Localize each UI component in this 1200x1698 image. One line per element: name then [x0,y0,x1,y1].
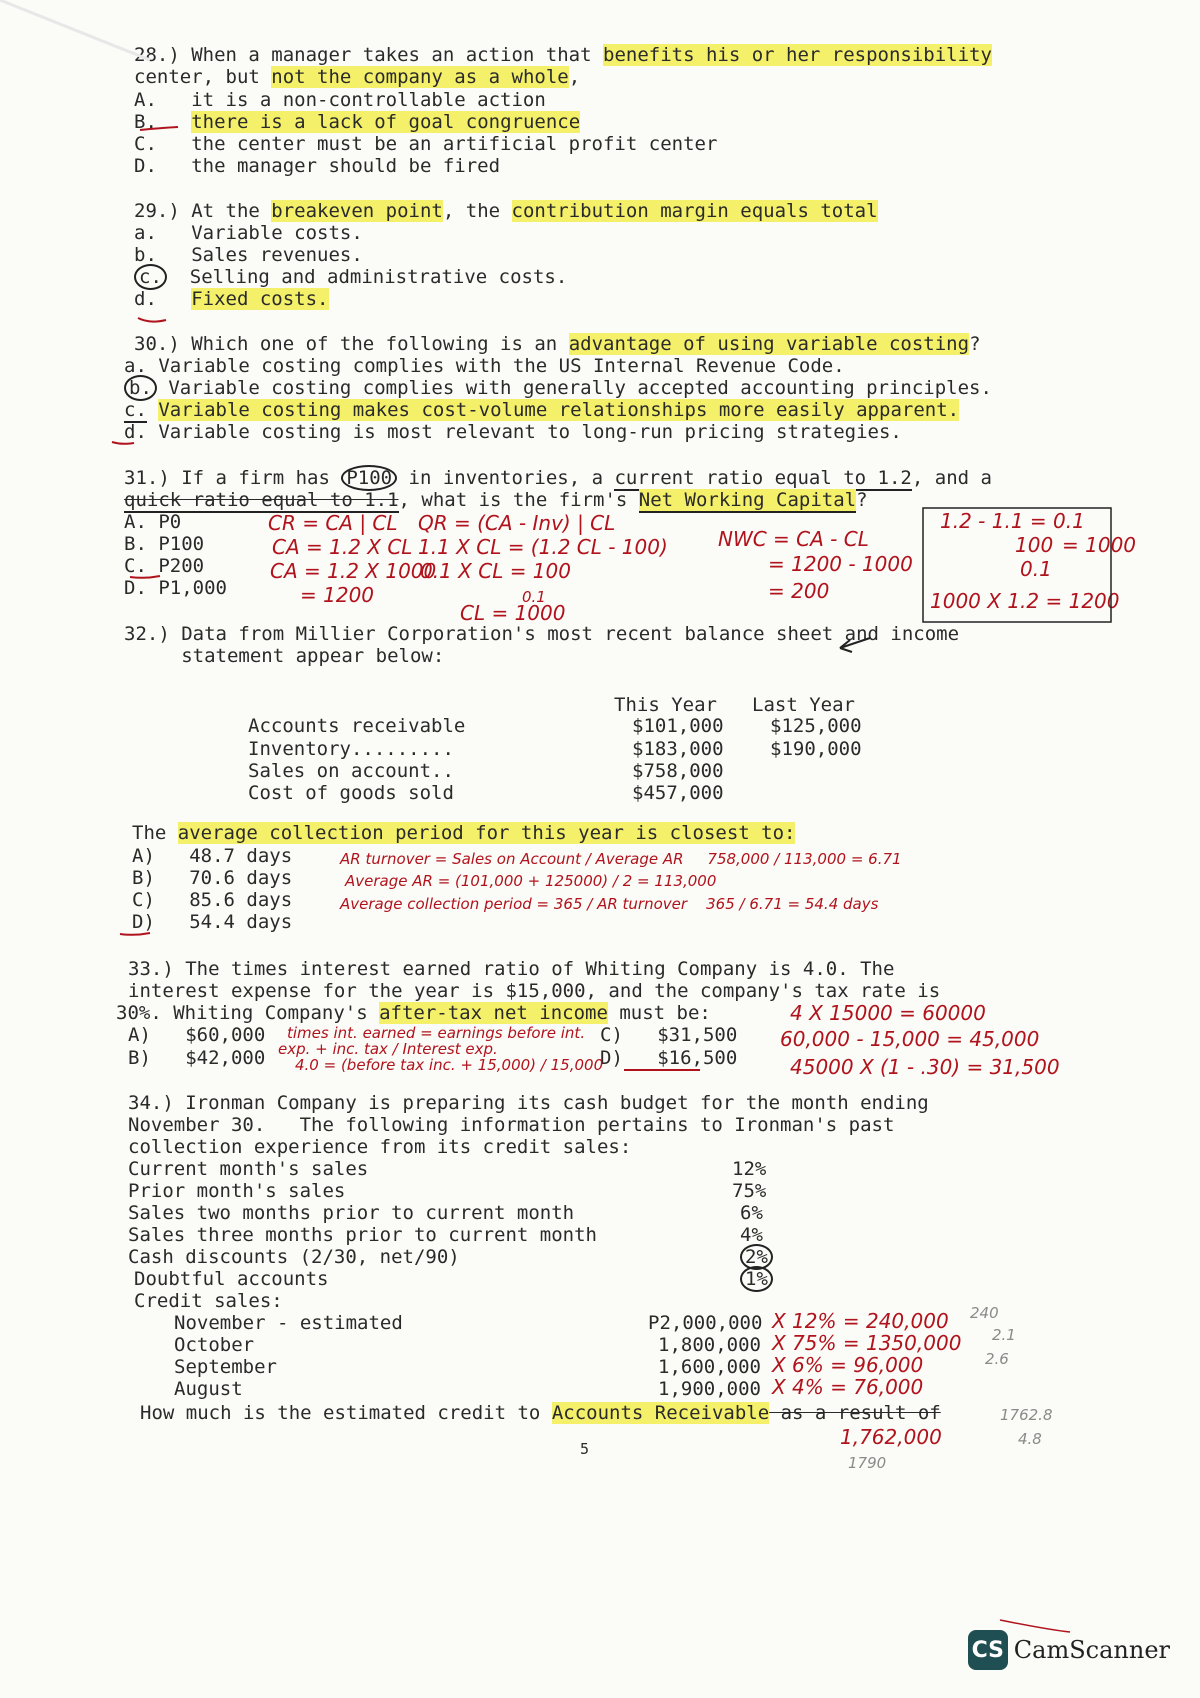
q34-credit-value: 1,900,000 [658,1378,761,1400]
q32-row-this: $183,000 [632,738,724,760]
q31-work-nwc1: NWC = CA - CL [718,527,869,551]
q32-col-this-year: This Year [614,694,717,716]
q33-work-line3: 4.0 = (before tax inc. + 15,000) / 15,000 [295,1056,604,1074]
q33-stem-text2: must be: [607,1002,711,1024]
q33-work-line4: 4 X 15000 = 60000 [790,1001,986,1025]
q29-option-b: b. Sales revenues. [134,244,363,266]
q29-stem-text2: , the [442,200,512,222]
q34-row-label: Sales two months prior to current month [128,1202,575,1224]
q33-stem-line2: interest expense for the year is $15,000, and the company's tax rate is [128,980,941,1002]
q31-work-side1: 1.2 - 1.1 = 0.1 [940,509,1085,533]
q32-row-label: Cost of goods sold [248,782,454,804]
q30-option-a: a. Variable costing complies with the US Internal Revenue Code. [124,355,845,377]
q31-stem-underlined: current ratio equal to 1.2 [614,467,912,489]
q31-work-cr3: CA = 1.2 X 1000 [270,559,437,583]
q28-stem-text: 28.) When a manager takes an action that [134,44,603,66]
q30-option-d: d. Variable costing is most relevant to long-run pricing strategies. [124,421,902,443]
q34-credit-month: August [174,1378,243,1400]
q31-stem-text4: , what is the firm's [398,489,639,511]
q28-stem-line2 [134,66,580,88]
q32-row-label: Accounts receivable [248,715,466,737]
q34-margin-note: 1762.8 [1000,1406,1053,1424]
q34-credit-label: Credit sales: [134,1290,283,1312]
q28-stem-line1 [134,44,992,66]
q34-stem-line3: collection experience from its credit sales: [128,1136,632,1158]
q34-credit-note: X 6% = 96,000 [772,1353,924,1377]
q31-work-qr4: 0.1 [522,588,546,606]
q34-row-value: 6% [740,1202,763,1224]
camscanner-logo [968,1630,1170,1670]
q31-stem-highlight: Net Working Capital [638,489,857,511]
q31-option-d: D. P1,000 [124,577,227,599]
q34-credit-note: X 4% = 76,000 [772,1375,924,1399]
q31-work-side5: 1000 X 1.2 = 1200 [930,589,1120,613]
q34-margin-note: 4.8 [1018,1430,1042,1448]
q34-work-total: 1,762,000 [840,1425,942,1449]
q31-work-nwc2: = 1200 - 1000 [768,552,913,576]
q31-work-qr2: 1.1 X CL = (1.2 CL - 100) [418,535,668,559]
q31-stem-qmark: ? [856,489,868,511]
q32-question [132,822,795,844]
q30-option-b-letter: b. [124,375,157,401]
q29-option-d-letter: d. [134,288,157,310]
q32-option-c: C) 85.6 days [132,889,293,911]
page-number: 5 [580,1440,590,1458]
q34-row-value [740,1268,773,1290]
q33-stem-line3 [116,1002,711,1024]
q29-stem-highlight2: contribution margin equals total [511,200,878,222]
q31-work-qr3: 0.1 X CL = 100 [420,559,571,583]
q31-work-qr5: CL = 1000 [460,601,566,625]
q32-work-line1: AR turnover = Sales on Account / Average AR 758,000 / 113,000 = 6.71 [340,850,902,868]
q34-credit-note: X 12% = 240,000 [772,1309,949,1333]
q28-stem-highlight2: not the company as a whole [271,66,569,88]
q34-credit-value: 1,800,000 [658,1334,761,1356]
q28-stem-highlight: benefits his or her responsibility [603,44,992,66]
q31-work-side4: 0.1 [1020,557,1052,581]
q32-answer-underline [120,933,150,935]
q30-stem-qmark: ? [969,333,981,355]
q34-margin-note: 2.6 [985,1350,1009,1368]
q32-option-a: A) 48.7 days [132,845,293,867]
q28-option-a: A. it is a non-controllable action [134,89,546,111]
q29-stem-highlight: breakeven point [271,200,443,222]
q32-option-b: B) 70.6 days [132,867,293,889]
q29-stem-text: 29.) At the [134,200,272,222]
q31-stem-text2: in inventories, a [397,467,615,489]
q34-row-label: Sales three months prior to current month [128,1224,597,1246]
q34-row-value-circled: 1% [740,1266,773,1292]
q33-option-b: B) $42,000 [128,1047,266,1069]
q31-work-cr4: = 1200 [300,583,375,607]
q28-option-b-text: there is a lack of goal congruence [191,111,581,133]
q34-row-value: 12% [732,1158,767,1180]
scan-edge-mark [0,0,150,60]
q32-stem-line1: 32.) Data from Millier Corporation's most recent balance sheet and income [124,623,960,645]
q32-row-this: $457,000 [632,782,724,804]
q34-margin-note: 1790 [848,1454,887,1472]
q32-question-text: The [132,822,178,844]
q33-option-a: A) $60,000 [128,1024,266,1046]
q29-option-c [134,266,567,288]
q28-option-b-letter: B. [134,111,157,133]
q28-stem-text2: center, but [134,66,272,88]
q28-stem-comma: , [568,66,581,88]
q34-question-highlight: Accounts Receivable [551,1402,770,1424]
q32-row-label: Sales on account.. [248,760,454,782]
q32-stem-line2: statement appear below: [124,645,445,667]
q30-stem-text: 30.) Which one of the following is an [134,333,569,355]
q34-question-struck: as a result of [769,1402,941,1424]
q34-credit-month: September [174,1356,277,1378]
q32-col-last-year: Last Year [752,694,855,716]
q29-option-a: a. Variable costs. [134,222,363,244]
q33-work-line1: times int. earned = earnings before int. [287,1024,586,1042]
q30-option-b-text: Variable costing complies with generally accepted accounting principles. [156,377,992,399]
q33-work-line2: exp. + inc. tax / Interest exp. [278,1040,498,1058]
q31-stem-text: 31.) If a firm has [124,467,342,489]
q34-row-label: Doubtful accounts [134,1268,329,1290]
q29-stem [134,200,878,222]
q30-option-b [124,377,992,399]
q31-work-side3: = 1000 [1062,533,1137,557]
camscanner-icon: CS [968,1630,1008,1670]
q34-margin-note: 240 [970,1304,999,1322]
q31-stem-circled: P100 [341,465,397,491]
q30-stem-highlight: advantage of using variable costing [568,333,970,355]
q31-option-b: B. P100 [124,533,205,555]
q28-option-d: D. the manager should be fired [134,155,501,177]
q31-stem-line1 [124,467,992,489]
q34-question-text: How much is the estimated credit to [140,1402,552,1424]
q30-option-c [124,399,959,421]
q30-stem [134,333,981,355]
q34-row-value: 75% [732,1180,767,1202]
q34-credit-value: P2,000,000 [648,1312,763,1334]
q29-option-d [134,288,329,310]
q28-option-b [134,111,580,133]
q29-option-c-letter: c. [134,264,167,290]
q34-stem-line1: 34.) Ironman Company is preparing its cash budget for the month ending [128,1092,929,1114]
q32-row-this: $101,000 [632,715,724,737]
q34-row-value [740,1246,773,1268]
q29-option-d-text: Fixed costs. [191,288,329,310]
q33-stem-highlight: after-tax net income [379,1002,608,1024]
q32-row-last: $125,000 [770,715,862,737]
q32-question-highlight: average collection period for this year is closest to: [177,822,796,844]
q33-stem-line1: 33.) The times interest earned ratio of Whiting Company is 4.0. The [128,958,895,980]
q30-option-c-letter: c. [124,399,147,421]
q31-work-nwc3: = 200 [768,579,830,603]
q34-row-label: Prior month's sales [128,1180,346,1202]
q33-work-line5: 60,000 - 15,000 = 45,000 [780,1027,1040,1051]
q34-margin-note: 2.1 [992,1326,1016,1344]
q32-option-d: D) 54.4 days [132,911,293,933]
q33-option-d: D) $16,500 [600,1047,738,1069]
q34-row-value-circled: 2% [740,1244,773,1270]
q33-option-c: C) $31,500 [600,1024,738,1046]
q31-option-a: A. P0 [124,511,182,533]
q30-option-c-text: Variable costing makes cost-volume relationships more easily apparent. [158,399,960,421]
q31-stem-text3: , and a [911,467,992,489]
q32-work-line2: Average AR = (101,000 + 125000) / 2 = 113,000 [345,872,717,890]
q34-stem-line2: November 30. The following information pertains to Ironman's past [128,1114,895,1136]
q34-question [140,1402,941,1424]
q32-row-last: $190,000 [770,738,862,760]
q34-row-value: 4% [740,1224,763,1246]
q32-row-this: $758,000 [632,760,724,782]
q34-credit-note: X 75% = 1350,000 [772,1331,962,1355]
q34-row-label: Current month's sales [128,1158,369,1180]
q29-option-c-text: Selling and administrative costs. [189,266,568,288]
q31-work-cr1: CR = CA | CL [268,511,398,535]
q34-row-label: Cash discounts (2/30, net/90) [128,1246,460,1268]
q31-work-side2: 100 [1015,533,1054,557]
q28-option-c: C. the center must be an artificial profit center [134,133,718,155]
q31-work-qr1: QR = (CA - Inv) | CL [418,511,616,535]
q31-work-cr2: CA = 1.2 X CL [272,535,413,559]
q31-option-c: C. P200 [124,555,205,577]
q33-work-line6: 45000 X (1 - .30) = 31,500 [790,1055,1060,1079]
q29-answer-underline [138,318,166,322]
q32-work-line3: Average collection period = 365 / AR turnover 365 / 6.71 = 54.4 days [340,895,879,913]
q34-credit-value: 1,600,000 [658,1356,761,1378]
q31-stem-struck: quick ratio equal to 1.1 [124,489,399,511]
q34-credit-month: November - estimated [174,1312,403,1334]
q31-stem-line2 [124,489,868,511]
q33-stem-text: 30%. Whiting Company's [116,1002,380,1024]
q34-credit-month: October [174,1334,255,1356]
q32-row-label: Inventory......... [248,738,454,760]
camscanner-wordmark: CamScanner [1013,1636,1170,1664]
